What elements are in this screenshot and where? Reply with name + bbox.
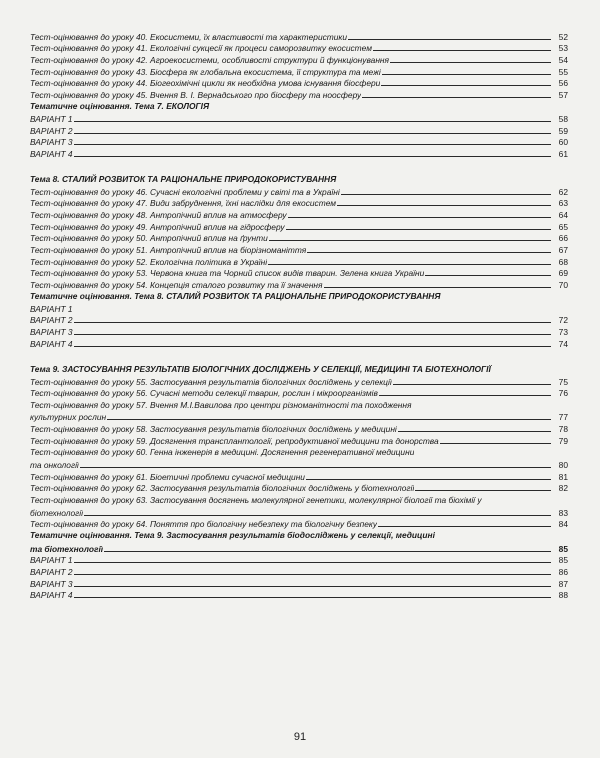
toc-entry-page: 76 (558, 388, 568, 399)
toc-entry-page: 77 (558, 412, 568, 423)
toc-entry (30, 375, 568, 387)
dot-leader (74, 144, 551, 145)
toc-entry-label: Тест-оцінювання до уроку 46. Сучасні екологічні проблеми у світі та в Україні (30, 186, 340, 197)
dot-leader (379, 395, 551, 396)
toc-entry-page: 67 (558, 245, 568, 255)
toc-entry-label: Тест-оцінювання до уроку 63. Застосування досягнень молекулярної генетики, молекулярної біології та біохімії у (30, 495, 482, 505)
dot-leader (382, 74, 551, 75)
toc-entry (30, 470, 568, 482)
toc-entry-page: 66 (558, 233, 568, 244)
toc-entry-page: 64 (558, 209, 568, 220)
dot-leader (107, 419, 551, 420)
toc-entry-label: ВАРІАНТ 1 (30, 555, 73, 566)
toc-entry (30, 65, 568, 77)
dot-leader (381, 85, 551, 86)
toc-group-ecology-lessons (30, 30, 568, 100)
dot-leader (425, 275, 551, 276)
toc-entry-label: Тест-оцінювання до уроку 48. Антропічний вплив на атмосферу (30, 209, 287, 220)
toc-entry-label: Тест-оцінювання до уроку 56. Сучасні методи селекції тварин, рослин і мікроорганізмів (30, 388, 378, 399)
toc-entry-label: ВАРІАНТ 1 (30, 113, 73, 124)
page-number: 91 (293, 731, 307, 743)
toc-entry-label: Тест-оцінювання до уроку 47. Види забруднення, їхні наслідки для екосистем (30, 198, 337, 209)
dot-leader (398, 431, 551, 432)
toc-entry-page: 61 (558, 148, 568, 159)
dot-leader (348, 39, 551, 40)
toc-entry (30, 147, 568, 159)
toc-entry-page: 85 (558, 555, 568, 566)
toc-entry-continuation (30, 505, 568, 518)
dot-leader (362, 97, 551, 98)
toc-entry (30, 42, 568, 54)
dot-leader (288, 217, 551, 218)
toc-entry-page: 53 (558, 43, 568, 54)
toc-entry-label: ВАРІАНТ 2 (30, 125, 73, 136)
toc-group-applied-biology-lessons (30, 375, 568, 529)
toc-entry-label: ВАРІАНТ 4 (30, 148, 73, 159)
toc-entry-label: Тест-оцінювання до уроку 42. Агроекосистеми, особливості структури й функціонування (30, 55, 390, 66)
dot-leader (378, 526, 551, 527)
toc-entry-label: ВАРІАНТ 4 (30, 338, 73, 349)
toc-entry-page: 72 (558, 315, 568, 326)
toc-entry-label: Тест-оцінювання до уроку 64. Поняття про біологічну небезпеку та біологічну безпеку (30, 519, 378, 530)
toc-entry (30, 325, 568, 337)
toc-entry-page: 52 (558, 31, 568, 42)
toc-entry-label: Тест-оцінювання до уроку 61. Біоетичні проблеми сучасної медицини (30, 471, 305, 482)
toc-entry (30, 30, 568, 42)
toc-entry-continuation (30, 410, 568, 423)
dot-leader (80, 467, 551, 468)
dot-leader (74, 574, 551, 575)
toc-entry (30, 197, 568, 209)
toc-entry-page: 86 (558, 567, 568, 578)
toc-entry (30, 387, 568, 399)
dot-leader (393, 384, 551, 385)
toc-entry-page: 84 (558, 519, 568, 530)
toc-entry-label: ВАРІАНТ 4 (30, 590, 73, 601)
toc-entry (30, 88, 568, 100)
toc-entry (30, 112, 568, 124)
dot-leader (74, 346, 551, 347)
toc-entry-label: Тест-оцінювання до уроку 57. Вчення М.І.Вавилова про центри різноманітності та походження (30, 399, 412, 410)
toc-entry (30, 493, 568, 505)
toc-entry-label: та онкології (30, 459, 79, 470)
toc-entry-page: 83 (558, 507, 568, 518)
toc-entry-label: Тест-оцінювання до уроку 51. Антропічний вплив на біорізноманіття (30, 245, 307, 255)
dot-leader (74, 562, 551, 563)
toc-entry-page: 75 (558, 376, 568, 387)
dot-leader (286, 229, 551, 230)
toc-entry (30, 554, 568, 566)
toc-entry-page: 82 (558, 483, 568, 494)
toc-entry-page: 85 (558, 543, 568, 554)
toc-entry-label: Тест-оцінювання до уроку 45. Вчення В. І. Вернадського про біосферу та ноосферу (30, 90, 362, 101)
toc-entry-page: 59 (558, 125, 568, 136)
toc-entry (30, 278, 568, 290)
toc-entry-label: Тест-оцінювання до уроку 54. Концепція сталого розвитку та її значення (30, 280, 323, 291)
toc-entry-page: 62 (558, 186, 568, 197)
dot-leader (306, 479, 551, 480)
section-gap (30, 349, 568, 363)
table-of-contents (30, 30, 568, 600)
toc-entry-label: Тест-оцінювання до уроку 58. Застосування результатів біологічних досліджень у медицині (30, 424, 397, 435)
toc-entry-label: Тест-оцінювання до уроку 59. Досягнення трансплантології, репродуктивної медицини та донорства (30, 435, 439, 446)
toc-entry-page: 78 (558, 424, 568, 435)
toc-entry-page: 63 (558, 198, 568, 209)
toc-entry (30, 337, 568, 349)
thematic-assessment-heading: Тематичне оцінювання. Тема 9. Застосування результатів біодосліджень у селекції, медицині (30, 530, 435, 541)
toc-entry-label: культурних рослин (30, 412, 107, 423)
toc-variants-topic-7 (30, 112, 568, 159)
toc-entry-label: Тест-оцінювання до уроку 50. Антропічний вплив на ґрунти (30, 233, 268, 244)
toc-entry-page: 73 (558, 327, 568, 338)
toc-entry (30, 565, 568, 577)
toc-entry-label: ВАРІАНТ 3 (30, 578, 73, 589)
dot-leader (268, 264, 551, 265)
toc-entry-page: 70 (558, 280, 568, 291)
toc-variants-topic-8 (30, 302, 568, 349)
dot-leader (337, 205, 551, 206)
dot-leader (74, 597, 551, 598)
toc-entry-label: Тест-оцінювання до уроку 60. Генна інженерія в медицині. Досягнення регенеративної медицини (30, 447, 415, 458)
toc-variants-topic-9 (30, 554, 568, 601)
dot-leader (74, 133, 551, 134)
toc-entry (30, 243, 568, 255)
toc-entry (30, 589, 568, 601)
toc-entry-label: Тест-оцінювання до уроку 43. Біосфера як глобальна екосистема, її структура та межі (30, 66, 381, 77)
dot-leader (415, 490, 551, 491)
section-gap (30, 159, 568, 173)
toc-entry (30, 314, 568, 326)
toc-entry (30, 482, 568, 494)
dot-leader (74, 334, 551, 335)
toc-entry-label: ВАРІАНТ 3 (30, 137, 73, 148)
toc-entry-label: Тест-оцінювання до уроку 40. Екосистеми, їх властивості та характеристики (30, 31, 348, 42)
toc-entry (30, 232, 568, 244)
toc-entry (30, 302, 568, 314)
thematic-assessment-heading: Тематичне оцінювання. Тема 7. ЕКОЛОГІЯ (30, 101, 210, 112)
toc-entry (30, 398, 568, 410)
toc-entry (30, 446, 568, 458)
dot-leader (390, 62, 551, 63)
toc-entry-page: 60 (558, 137, 568, 148)
dot-leader (74, 121, 551, 122)
toc-entry (30, 185, 568, 197)
dot-leader (84, 515, 551, 516)
topic-heading: Тема 8. СТАЛИЙ РОЗВИТОК ТА РАЦІОНАЛЬНЕ ПРИРОДОКОРИСТУВАННЯ (30, 173, 337, 184)
toc-entry (30, 124, 568, 136)
dot-leader (307, 252, 551, 253)
toc-entry (30, 220, 568, 232)
toc-entry-label: Тест-оцінювання до уроку 49. Антропічний вплив на гідросферу (30, 221, 285, 232)
toc-entry (30, 577, 568, 589)
dot-leader (440, 443, 551, 444)
toc-entry-page: 56 (558, 78, 568, 89)
toc-entry-label: ВАРІАНТ 3 (30, 327, 73, 338)
toc-entry-page: 68 (558, 256, 568, 267)
toc-entry-page: 58 (558, 113, 568, 124)
toc-group-sustainable-lessons (30, 185, 568, 290)
toc-entry (30, 267, 568, 279)
toc-entry-page: 54 (558, 55, 568, 66)
toc-entry-page: 87 (558, 578, 568, 589)
toc-entry (30, 518, 568, 530)
toc-entry-label: Тест-оцінювання до уроку 55. Застосування результатів біологічних досліджень у селекції (30, 376, 392, 387)
toc-entry-page: 74 (558, 338, 568, 349)
toc-entry-page: 69 (558, 268, 568, 279)
toc-entry (30, 434, 568, 446)
toc-entry-label: Тест-оцінювання до уроку 53. Червона книга та Чорний список видів тварин. Зелена книга України (30, 268, 425, 279)
thematic-assessment-heading: Тематичне оцінювання. Тема 8. СТАЛИЙ РОЗВИТОК ТА РАЦІОНАЛЬНЕ ПРИРОДОКОРИСТУВАННЯ (30, 291, 441, 302)
toc-entry-label: Тест-оцінювання до уроку 62. Застосування результатів біологічних досліджень у біотехнології (30, 483, 415, 494)
toc-entry-label: Тест-оцінювання до уроку 44. Біогеохімічні цикли як необхідна умова існування біосфери (30, 78, 381, 89)
toc-entry-label: ВАРІАНТ 2 (30, 315, 73, 326)
toc-entry-page: 57 (558, 90, 568, 101)
toc-entry (30, 422, 568, 434)
thematic-assessment-heading-continuation (30, 541, 568, 554)
toc-entry-label: Тест-оцінювання до уроку 52. Екологічна політика в Україні (30, 256, 268, 267)
dot-leader (269, 240, 551, 241)
toc-entry-label: біотехнології (30, 507, 83, 518)
dot-leader (373, 50, 551, 51)
toc-entry (30, 208, 568, 220)
toc-entry-page: 79 (558, 435, 568, 446)
toc-entry-page: 65 (558, 221, 568, 232)
toc-entry (30, 255, 568, 267)
toc-entry-continuation (30, 457, 568, 470)
toc-entry-label: ВАРІАНТ 1 (30, 303, 73, 314)
toc-entry-label: Тест-оцінювання до уроку 41. Екологічні сукцесії як процеси саморозвитку екосистем (30, 43, 372, 54)
toc-entry-page: 88 (558, 590, 568, 601)
dot-leader (74, 586, 551, 587)
toc-entry (30, 53, 568, 65)
dot-leader (104, 551, 551, 552)
dot-leader (74, 156, 551, 157)
toc-entry-label: ВАРІАНТ 2 (30, 567, 73, 578)
dot-leader (341, 194, 551, 195)
toc-entry (30, 77, 568, 89)
toc-entry-page: 81 (558, 471, 568, 482)
toc-entry (30, 136, 568, 148)
toc-entry-page: 55 (558, 66, 568, 77)
dot-leader (74, 322, 551, 323)
toc-entry-label: та біотехнології (30, 543, 104, 554)
toc-entry-page: 80 (558, 459, 568, 470)
topic-heading: Тема 9. ЗАСТОСУВАННЯ РЕЗУЛЬТАТІВ БІОЛОГІЧНИХ ДОСЛІДЖЕНЬ У СЕЛЕКЦІЇ, МЕДИЦИНІ ТА БІОТЕХНОЛОГІЇ (30, 363, 491, 374)
dot-leader (324, 287, 551, 288)
